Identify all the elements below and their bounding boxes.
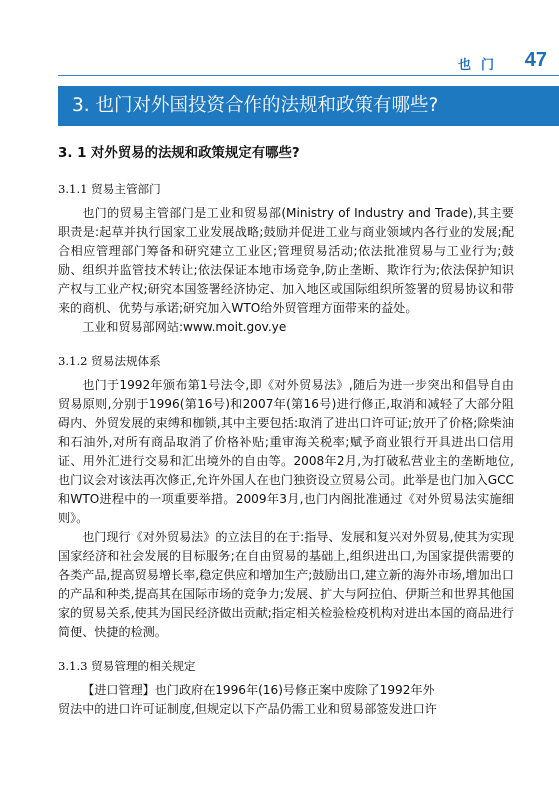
section-heading-3-1: 3. 1 对外贸易的法规和政策规定有哪些?	[58, 146, 300, 161]
subsection-heading-3-1-3: 3.1.3 贸易管理的相关规定	[58, 659, 196, 673]
running-header	[0, 40, 559, 80]
subsection-heading-3-1-2: 3.1.2 贸易法规体系	[58, 354, 161, 368]
page-body	[58, 132, 514, 719]
chapter-title: 3. 也门对外国投资合作的法规和政策有哪些?	[72, 95, 439, 116]
paragraph-import-management-line-1: 【进口管理】也门政府在1996年(16)号修正案中废除了1992年外	[82, 683, 435, 697]
paragraph-trade-law-purpose: 也门现行《对外贸易法》的立法目的在于:指导、发展和复兴对外贸易,使其为实现国家经济和社会发展的目标服务;在自由贸易的基础上,组织进出口,为国家提供需要的各类产品,提高贸易增长率,稳定供应和增加生产;鼓励出口,建立新的海外市场,增加出口的产品和种类,提高其在国际市场的竞争力;发展、扩大与阿拉伯、伊斯兰和世界其他国家的贸易关系,使其为国民经济做出贡献;指定相关检验检疫机构对进出本国的商品进行简便、快捷的检测。	[58, 530, 514, 639]
paragraph-ministry-website: 工业和贸易部网站:www.moit.gov.ye	[82, 320, 287, 334]
paragraph-import-management-line-2: 贸法中的进口许可证制度,但规定以下产品仍需工业和贸易部签发进口许	[58, 702, 437, 716]
chapter-title-banner	[58, 86, 559, 126]
paragraph-trade-authority: 也门的贸易主管部门是工业和贸易部(Ministry of Industry and Trade),其主要职责是:起草并执行国家工业发展战略;鼓励并促进工业与商业领域内各行业的发展;配合相应管理部门筹备和研究建立工业区;管理贸易活动;依法批准贸易与工业行为;鼓励、组织并监管技术转让;依法保证本地市场竞争,防止垄断、欺诈行为;依法保护知识产权与工业产权;研究本国签署经济协定、加入地区或国际组织所签署的贸易协议和带来的商机、优势与承诺;研究加入WTO给外贸管理方面带来的益处。	[58, 206, 514, 315]
header-country-label: 也门	[457, 58, 504, 73]
subsection-heading-3-1-1: 3.1.1 贸易主管部门	[58, 182, 161, 196]
page-number: 47	[524, 49, 547, 71]
header-divider	[58, 75, 559, 76]
paragraph-trade-law-history: 也门于1992年颁布第1号法令,即《对外贸易法》,随后为进一步突出和倡导自由贸易原则,分别于1996(第16号)和2007年(第16号)进行修正,取消和减轻了大部分阻碍内、外贸发展的束缚和枷锁,其中主要包括:取消了进出口许可证;放开了价格;除柴油和石油外,对所有商品取消了价格补贴;重审海关税率;赋予商业银行开具进出口信用证、用外汇进行交易和汇出境外的自由等。2008年2月,为打破私营业主的垄断地位,也门议会对该法再次修正,允许外国人在也门独资设立贸易公司。此举是也门加入GCC和WTO进程中的一项重要举措。2009年3月,也门内阁批准通过《对外贸易法实施细则》。	[58, 378, 514, 525]
